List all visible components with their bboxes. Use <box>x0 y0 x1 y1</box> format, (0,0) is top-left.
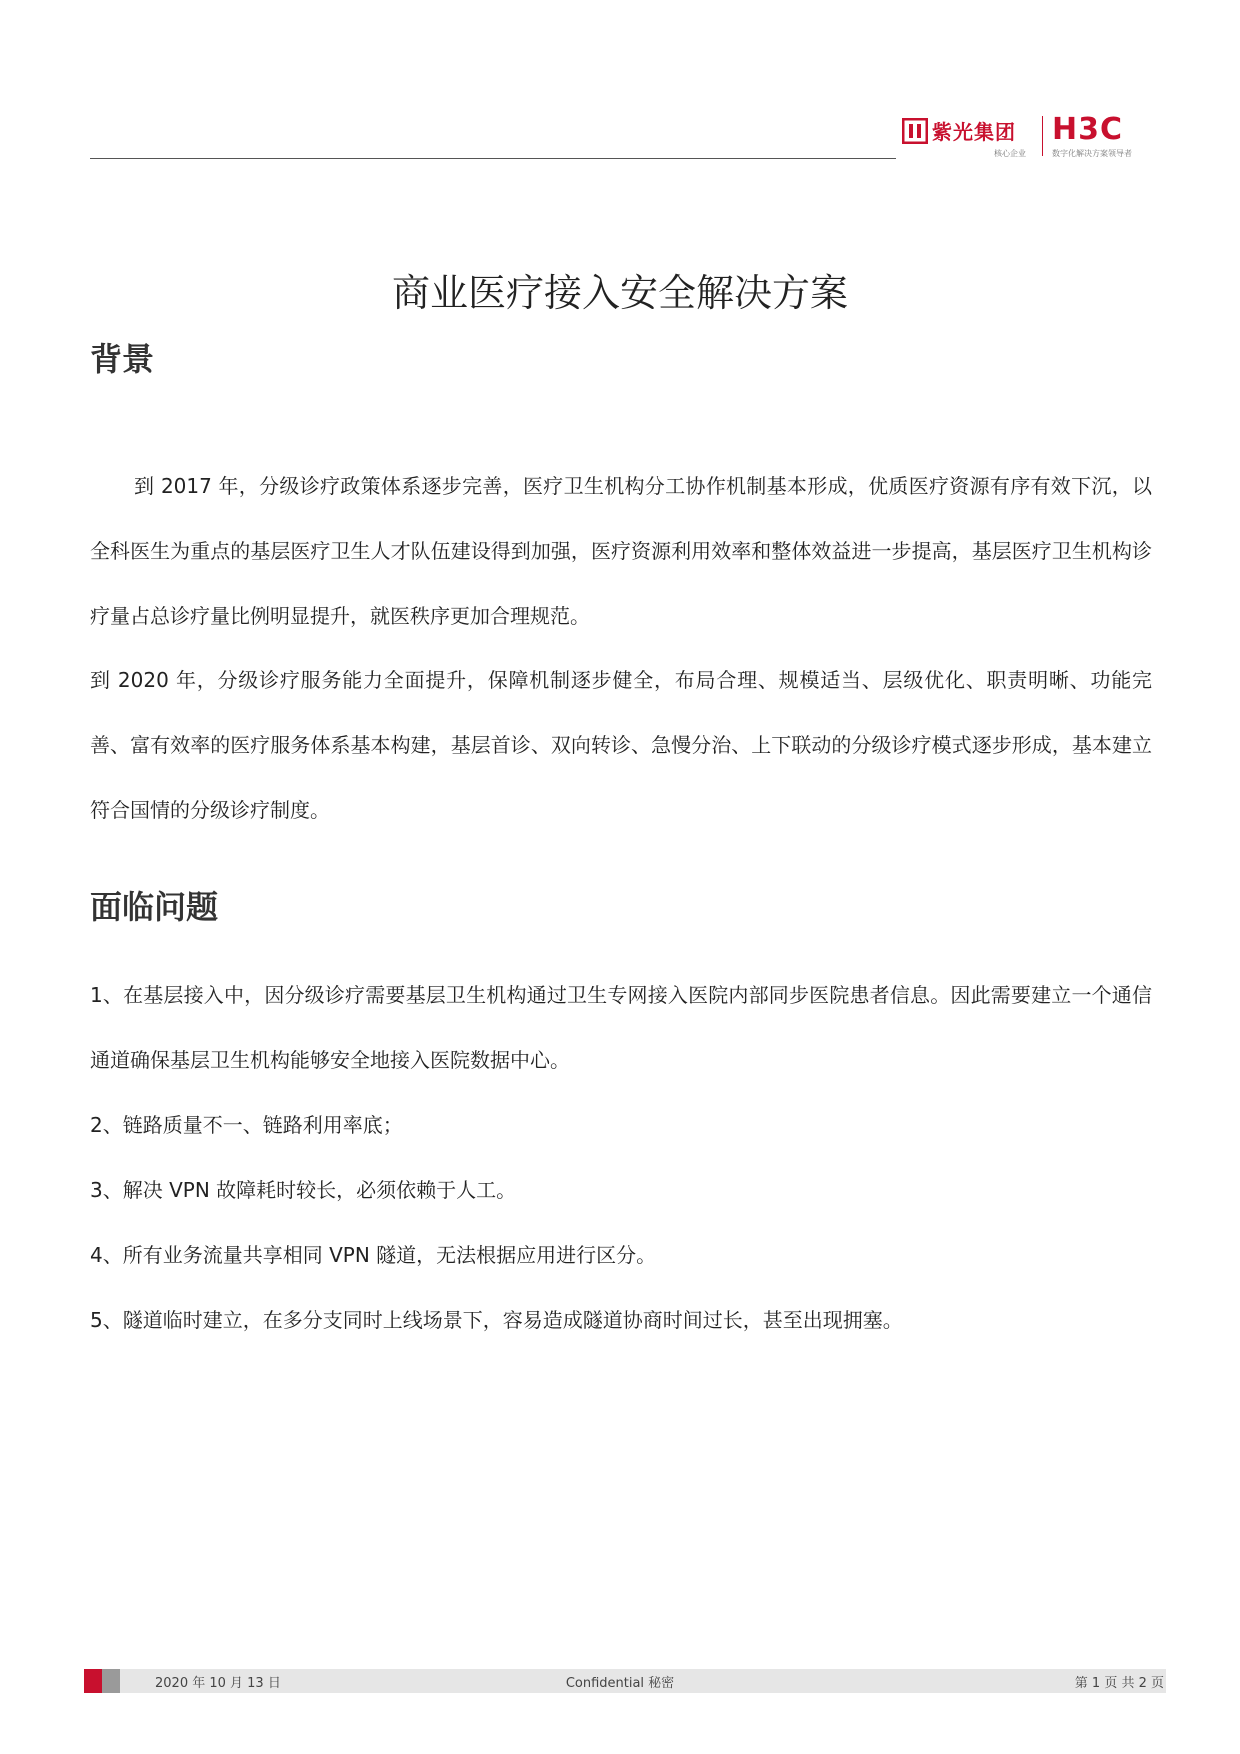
background-paragraph-1: 到 2017 年，分级诊疗政策体系逐步完善，医疗卫生机构分工协作机制基本形成，优质医疗资源有序有效下沉，以全科医生为重点的基层医疗卫生人才队伍建设得到加强，医疗资源利用效率和整体效益进一步提高，基层医疗卫生机构诊疗量占总诊疗量比例明显提升，就医秩序更加合理规范。 <box>90 474 1152 628</box>
logo-unis-subtitle: 核心企业 <box>994 149 1026 158</box>
logo-unis-text: 紫光集团 <box>932 120 1016 144</box>
background-paragraph-2: 到 2020 年，分级诊疗服务能力全面提升，保障机制逐步健全，布局合理、规模适当、层级优化、职责明晰、功能完善、富有效率的医疗服务体系基本构建，基层首诊、双向转诊、急慢分治、上下联动的分级诊疗模式逐步形成，基本建立符合国情的分级诊疗制度。 <box>90 668 1152 822</box>
footer-confidential: Confidential 秘密 <box>565 1676 675 1691</box>
logo-separator <box>1042 116 1043 156</box>
issue-item-2: 2、链路质量不一、链路利用率底； <box>90 1113 403 1137</box>
company-logo <box>902 112 1156 162</box>
logo-h3c-subtitle: 数字化解决方案领导者 <box>1052 149 1132 158</box>
issue-item-4: 4、所有业务流量共享相同 VPN 隧道，无法根据应用进行区分。 <box>90 1243 657 1267</box>
section-heading-issues: 面临问题 <box>90 888 219 926</box>
document-title: 商业医疗接入安全解决方案 <box>391 271 848 315</box>
header-rule <box>90 158 896 159</box>
issue-item-5: 5、隧道临时建立，在多分支同时上线场景下，容易造成隧道协商时间过长，甚至出现拥塞。 <box>90 1308 903 1332</box>
logo-h3c-text: H3C <box>1052 112 1123 147</box>
section-heading-background: 背景 <box>90 340 155 378</box>
footer-page-number: 第 1 页 共 2 页 <box>1074 1676 1164 1691</box>
footer-date: 2020 年 10 月 13 日 <box>155 1676 281 1691</box>
issue-list <box>90 963 1152 1353</box>
unis-logo-icon <box>902 118 928 144</box>
issue-item-3: 3、解决 VPN 故障耗时较长，必须依赖于人工。 <box>90 1178 517 1202</box>
issue-item-1: 1、在基层接入中，因分级诊疗需要基层卫生机构通过卫生专网接入医院内部同步医院患者信息。因此需要建立一个通信通道确保基层卫生机构能够安全地接入医院数据中心。 <box>90 983 1152 1072</box>
